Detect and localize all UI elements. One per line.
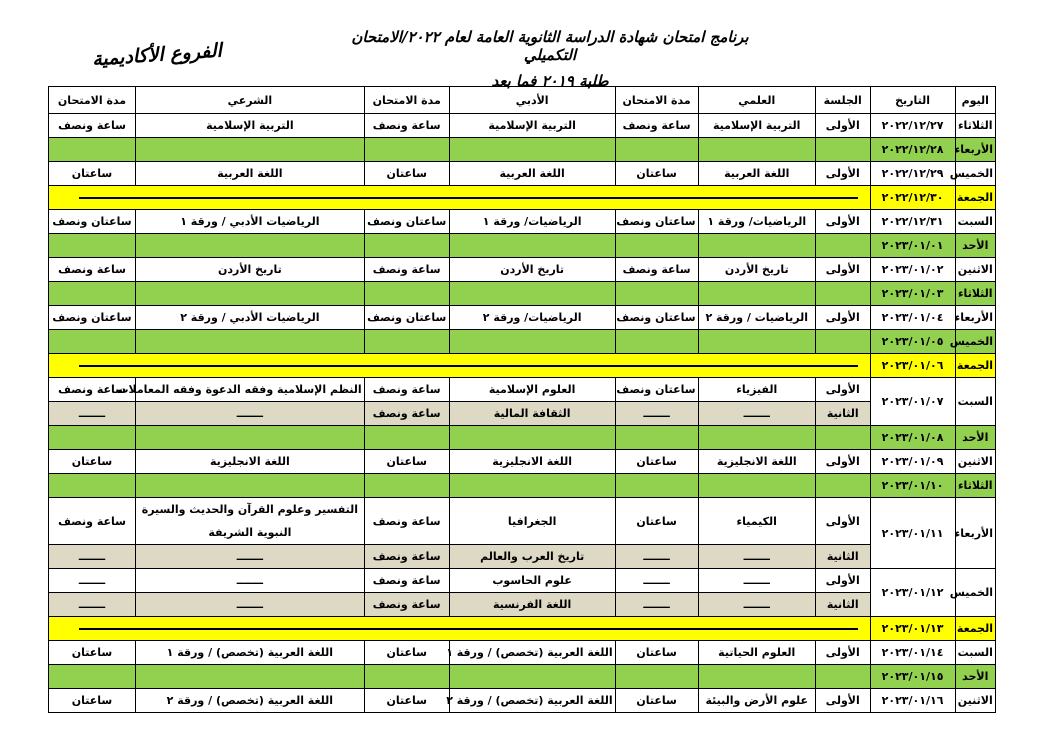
- sharia-duration-cell: ساعتان: [49, 450, 136, 474]
- table-row: [49, 234, 996, 258]
- scientific-duration-cell: ـــــــ: [615, 569, 698, 593]
- day-cell: السبت: [955, 210, 995, 234]
- day-cell: الأربعاء: [955, 498, 995, 569]
- literary-cell: الرياضيات/ ورقة ٢: [449, 306, 615, 330]
- scientific-duration-cell: ساعة ونصف: [615, 258, 698, 282]
- scientific-duration-cell: ساعتان: [615, 641, 698, 665]
- day-cell: الجمعة: [955, 354, 995, 378]
- literary-cell: تاريخ الأردن: [449, 258, 615, 282]
- literary-cell: الثقافة المالية: [449, 402, 615, 426]
- exam-schedule-table: [48, 86, 996, 713]
- sharia-cell: تاريخ الأردن: [136, 258, 365, 282]
- date-cell: ٢٠٢٣/٠١/٠٣: [870, 282, 955, 306]
- scientific-cell: التربية الإسلامية: [698, 114, 815, 138]
- date-cell: ٢٠٢٣/٠١/٠٥: [870, 330, 955, 354]
- literary-cell: اللغة الفرنسية: [449, 593, 615, 617]
- scientific-duration-cell: ساعتان ونصف: [615, 378, 698, 402]
- day-cell: الخميس: [955, 330, 995, 354]
- day-cell: الخميس: [955, 569, 995, 617]
- literary-duration-cell: ساعتان ونصف: [364, 306, 449, 330]
- literary-cell: الرياضيات/ ورقة ١: [449, 210, 615, 234]
- session-cell: الأولى: [815, 114, 870, 138]
- table-row: [49, 426, 996, 450]
- date-cell: ٢٠٢٣/٠١/٠٧: [870, 378, 955, 426]
- scientific-duration-cell: ساعة ونصف: [615, 114, 698, 138]
- literary-duration-cell: ساعة ونصف: [364, 593, 449, 617]
- scientific-cell: الرياضيات/ ورقة ١: [698, 210, 815, 234]
- sharia-cell: التفسير وعلوم القرآن والحديث والسيرة النبوية الشريفة: [136, 498, 365, 545]
- scientific-duration-cell: ساعتان: [615, 450, 698, 474]
- date-cell: ٢٠٢٣/٠١/١٥: [870, 665, 955, 689]
- literary-cell: العلوم الإسلامية: [449, 378, 615, 402]
- scientific-duration-cell: ساعتان ونصف: [615, 210, 698, 234]
- scientific-cell: الرياضيات / ورقة ٢: [698, 306, 815, 330]
- table-row: [49, 378, 996, 402]
- table-row: [49, 354, 996, 378]
- literary-duration-cell: ساعة ونصف: [364, 545, 449, 569]
- date-cell: ٢٠٢٣/٠١/٠٢: [870, 258, 955, 282]
- table-row: [49, 186, 996, 210]
- literary-duration-cell: ساعتان: [364, 689, 449, 713]
- scientific-duration-cell: ساعتان: [615, 498, 698, 545]
- literary-duration-cell: ساعة ونصف: [364, 569, 449, 593]
- col-day: اليوم: [955, 87, 995, 114]
- date-cell: ٢٠٢٣/٠١/٠٩: [870, 450, 955, 474]
- holiday-divider: [49, 186, 871, 210]
- literary-cell: اللغة العربية (تخصص) / ورقة ٢: [449, 689, 615, 713]
- literary-duration-cell: ساعة ونصف: [364, 114, 449, 138]
- sharia-duration-cell: ـــــــ: [49, 569, 136, 593]
- literary-duration-cell: ساعة ونصف: [364, 498, 449, 545]
- scientific-duration-cell: ـــــــ: [615, 402, 698, 426]
- sharia-cell: ـــــــ: [136, 545, 365, 569]
- scientific-duration-cell: ـــــــ: [615, 593, 698, 617]
- day-cell: السبت: [955, 641, 995, 665]
- date-cell: ٢٠٢٢/١٢/٢٧: [870, 114, 955, 138]
- scientific-cell: اللغة العربية: [698, 162, 815, 186]
- day-cell: الجمعة: [955, 617, 995, 641]
- day-cell: السبت: [955, 378, 995, 426]
- sharia-duration-cell: ساعة ونصف: [49, 378, 136, 402]
- header-row: [49, 87, 996, 114]
- col-literary-duration: مدة الامتحان: [364, 87, 449, 114]
- session-cell: الأولى: [815, 258, 870, 282]
- page-title: برنامج امتحان شهادة الدراسة الثانوية العامة لعام ٢٠٢٢/الامتحان التكميلي: [351, 28, 749, 64]
- table-row: [49, 641, 996, 665]
- day-cell: الاثنين: [955, 258, 995, 282]
- literary-duration-cell: ساعة ونصف: [364, 402, 449, 426]
- col-literary: الأدبي: [449, 87, 615, 114]
- scientific-duration-cell: ـــــــ: [615, 545, 698, 569]
- session-cell: الأولى: [815, 569, 870, 593]
- sharia-cell: الرياضيات الأدبي / ورقة ٢: [136, 306, 365, 330]
- scientific-cell: ـــــــ: [698, 545, 815, 569]
- date-cell: ٢٠٢٣/٠١/٠١: [870, 234, 955, 258]
- literary-duration-cell: ساعتان ونصف: [364, 210, 449, 234]
- date-cell: ٢٠٢٣/٠١/٠٨: [870, 426, 955, 450]
- table-row: [49, 545, 996, 569]
- literary-cell: اللغة العربية: [449, 162, 615, 186]
- title-block: [330, 28, 770, 90]
- table-row: [49, 210, 996, 234]
- date-cell: ٢٠٢٢/١٢/٢٨: [870, 138, 955, 162]
- table-row: [49, 474, 996, 498]
- session-cell: الثانية: [815, 593, 870, 617]
- day-cell: الثلاثاء: [955, 114, 995, 138]
- sharia-cell: النظم الإسلامية وفقه الدعوة وفقه المعاملات: [136, 378, 365, 402]
- literary-cell: التربية الإسلامية: [449, 114, 615, 138]
- date-cell: ٢٠٢٣/٠١/٠٦: [870, 354, 955, 378]
- sharia-duration-cell: ساعتان ونصف: [49, 306, 136, 330]
- col-session: الجلسة: [815, 87, 870, 114]
- date-cell: ٢٠٢٣/٠١/١٤: [870, 641, 955, 665]
- session-cell: الأولى: [815, 641, 870, 665]
- sharia-duration-cell: ـــــــ: [49, 402, 136, 426]
- literary-cell: تاريخ العرب والعالم: [449, 545, 615, 569]
- page-subtitle: طلبة ٢٠١٩ فما بعد: [491, 72, 609, 90]
- sharia-cell: ـــــــ: [136, 593, 365, 617]
- literary-duration-cell: ساعة ونصف: [364, 378, 449, 402]
- table-row: [49, 498, 996, 545]
- day-cell: الخميس: [955, 162, 995, 186]
- session-cell: الثانية: [815, 545, 870, 569]
- date-cell: ٢٠٢٣/٠١/٠٤: [870, 306, 955, 330]
- scientific-cell: علوم الأرض والبيئة: [698, 689, 815, 713]
- session-cell: الثانية: [815, 402, 870, 426]
- col-scientific-duration: مدة الامتحان: [615, 87, 698, 114]
- literary-cell: اللغة العربية (تخصص) / ورقة ١: [449, 641, 615, 665]
- day-cell: الثلاثاء: [955, 282, 995, 306]
- sharia-duration-cell: ساعة ونصف: [49, 114, 136, 138]
- sharia-cell: الرياضيات الأدبي / ورقة ١: [136, 210, 365, 234]
- day-cell: الأحد: [955, 426, 995, 450]
- sharia-cell: اللغة العربية: [136, 162, 365, 186]
- literary-duration-cell: ساعتان: [364, 641, 449, 665]
- scientific-cell: العلوم الحياتية: [698, 641, 815, 665]
- table-row: [49, 402, 996, 426]
- branch-label: الفروع الأكاديمية: [91, 39, 223, 71]
- scientific-cell: ـــــــ: [698, 593, 815, 617]
- col-sharia: الشرعي: [136, 87, 365, 114]
- table-row: [49, 689, 996, 713]
- table-row: [49, 114, 996, 138]
- session-cell: الأولى: [815, 210, 870, 234]
- table-row: [49, 258, 996, 282]
- sharia-duration-cell: ـــــــ: [49, 593, 136, 617]
- day-cell: الأحد: [955, 665, 995, 689]
- date-cell: ٢٠٢٣/٠١/١٢: [870, 569, 955, 617]
- scientific-cell: اللغة الانجليزية: [698, 450, 815, 474]
- col-sharia-duration: مدة الامتحان: [49, 87, 136, 114]
- table-row: [49, 617, 996, 641]
- scientific-duration-cell: ساعتان ونصف: [615, 306, 698, 330]
- literary-cell: اللغة الانجليزية: [449, 450, 615, 474]
- table-row: [49, 569, 996, 593]
- date-cell: ٢٠٢٢/١٢/٣١: [870, 210, 955, 234]
- session-cell: الأولى: [815, 450, 870, 474]
- holiday-divider: [49, 617, 871, 641]
- scientific-cell: الفيزياء: [698, 378, 815, 402]
- day-cell: الأحد: [955, 234, 995, 258]
- date-cell: ٢٠٢٣/٠١/١١: [870, 498, 955, 569]
- table-row: [49, 282, 996, 306]
- holiday-divider: [49, 354, 871, 378]
- literary-cell: الجغرافيا: [449, 498, 615, 545]
- literary-duration-cell: ساعتان: [364, 162, 449, 186]
- date-cell: ٢٠٢٣/٠١/١٠: [870, 474, 955, 498]
- date-cell: ٢٠٢٢/١٢/٢٩: [870, 162, 955, 186]
- table-row: [49, 330, 996, 354]
- sharia-cell: ـــــــ: [136, 569, 365, 593]
- sharia-duration-cell: ساعتان: [49, 641, 136, 665]
- session-cell: الأولى: [815, 378, 870, 402]
- day-cell: الاثنين: [955, 450, 995, 474]
- scientific-cell: الكيمياء: [698, 498, 815, 545]
- sharia-duration-cell: ـــــــ: [49, 545, 136, 569]
- scientific-cell: ـــــــ: [698, 569, 815, 593]
- table-row: [49, 138, 996, 162]
- sharia-cell: اللغة الانجليزية: [136, 450, 365, 474]
- date-cell: ٢٠٢٣/٠١/١٦: [870, 689, 955, 713]
- sharia-cell: ـــــــ: [136, 402, 365, 426]
- session-cell: الأولى: [815, 689, 870, 713]
- table-row: [49, 450, 996, 474]
- literary-duration-cell: ساعة ونصف: [364, 258, 449, 282]
- day-cell: الأربعاء: [955, 306, 995, 330]
- table-row: [49, 593, 996, 617]
- day-cell: الثلاثاء: [955, 474, 995, 498]
- sharia-cell: التربية الإسلامية: [136, 114, 365, 138]
- sharia-duration-cell: ساعة ونصف: [49, 258, 136, 282]
- sharia-duration-cell: ساعتان ونصف: [49, 210, 136, 234]
- sharia-cell: اللغة العربية (تخصص) / ورقة ٢: [136, 689, 365, 713]
- day-cell: الأربعاء: [955, 138, 995, 162]
- table-row: [49, 162, 996, 186]
- sharia-duration-cell: ساعتان: [49, 689, 136, 713]
- date-cell: ٢٠٢٢/١٢/٣٠: [870, 186, 955, 210]
- scientific-cell: ـــــــ: [698, 402, 815, 426]
- day-cell: الجمعة: [955, 186, 995, 210]
- col-date: التاريخ: [870, 87, 955, 114]
- session-cell: الأولى: [815, 498, 870, 545]
- day-cell: الاثنين: [955, 689, 995, 713]
- scientific-duration-cell: ساعتان: [615, 162, 698, 186]
- session-cell: الأولى: [815, 162, 870, 186]
- sharia-duration-cell: ساعة ونصف: [49, 498, 136, 545]
- table-row: [49, 665, 996, 689]
- date-cell: ٢٠٢٣/٠١/١٣: [870, 617, 955, 641]
- sharia-duration-cell: ساعتان: [49, 162, 136, 186]
- table-row: [49, 306, 996, 330]
- scientific-duration-cell: ساعتان: [615, 689, 698, 713]
- literary-duration-cell: ساعتان: [364, 450, 449, 474]
- col-scientific: العلمي: [698, 87, 815, 114]
- literary-cell: علوم الحاسوب: [449, 569, 615, 593]
- scientific-cell: تاريخ الأردن: [698, 258, 815, 282]
- sharia-cell: اللغة العربية (تخصص) / ورقة ١: [136, 641, 365, 665]
- session-cell: الأولى: [815, 306, 870, 330]
